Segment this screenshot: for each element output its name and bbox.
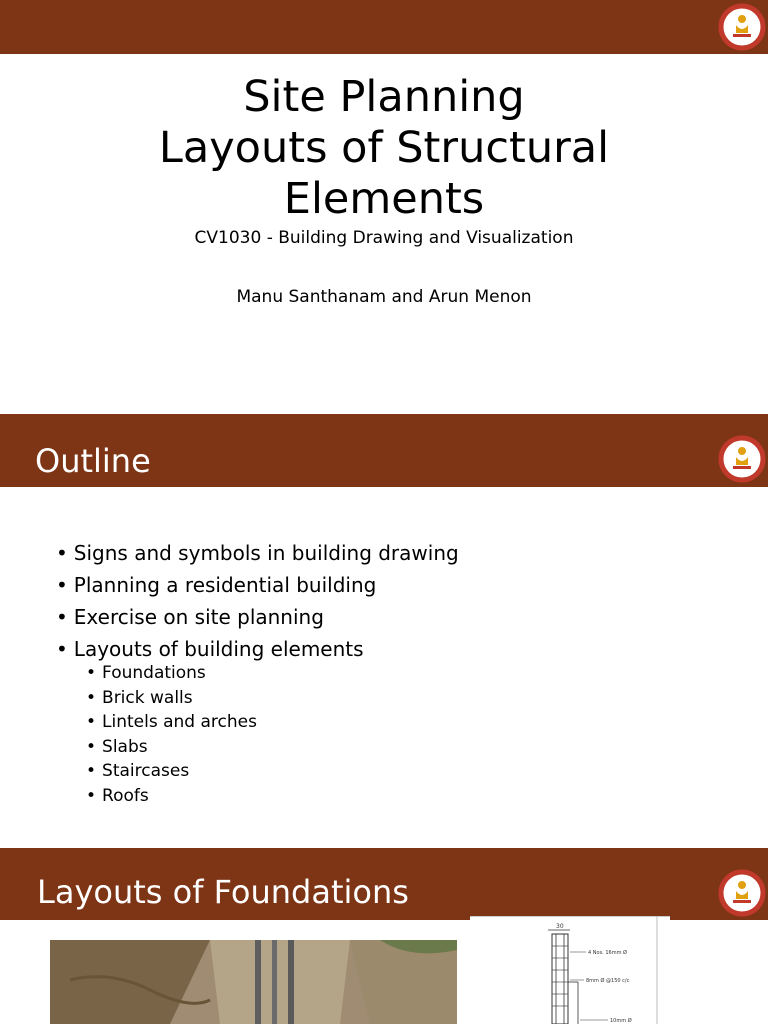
outline-slide [0,414,768,848]
column-reinforcement-drawing [470,916,670,1024]
list-item: • Signs and symbols in building drawing [56,537,459,569]
sub-outline-list [86,661,257,809]
slide-title: Outline [35,442,151,480]
list-item: • Planning a residential building [56,569,459,601]
authors: Manu Santhanam and Arun Menon [236,287,532,307]
outline-list [56,537,459,665]
title-line: Layouts of Structural [158,123,610,173]
annotation-label: 4 Nos. 16mm Ø [588,950,627,956]
title-slide [0,0,768,414]
title-line: Site Planning [243,72,525,122]
annotation-label: 8mm Ø @150 c/c [586,978,630,984]
slide-title: Layouts of Foundations [37,873,409,911]
list-item: • Exercise on site planning [56,601,459,633]
dimension-label: 30 [556,923,564,930]
course-subtitle: CV1030 - Building Drawing and Visualization [194,228,574,248]
presentation-title [0,72,768,225]
list-item: • Lintels and arches [86,710,257,735]
list-item: • Layouts of building elements [56,633,459,665]
list-item: • Brick walls [86,686,257,711]
header-band [0,0,768,54]
list-item: • Roofs [86,784,257,809]
list-item: • Slabs [86,735,257,760]
iit-madras-logo-icon [718,869,766,917]
header-band [0,848,768,920]
list-item: • Foundations [86,661,257,686]
list-item: • Staircases [86,759,257,784]
iit-madras-logo-icon [718,435,766,483]
annotation-label: 10mm Ø [610,1018,632,1024]
iit-madras-logo-icon [718,3,766,51]
header-band [0,414,768,487]
foundations-slide [0,848,768,1024]
title-line: Elements [283,174,485,224]
foundation-excavation-photo [50,940,457,1024]
